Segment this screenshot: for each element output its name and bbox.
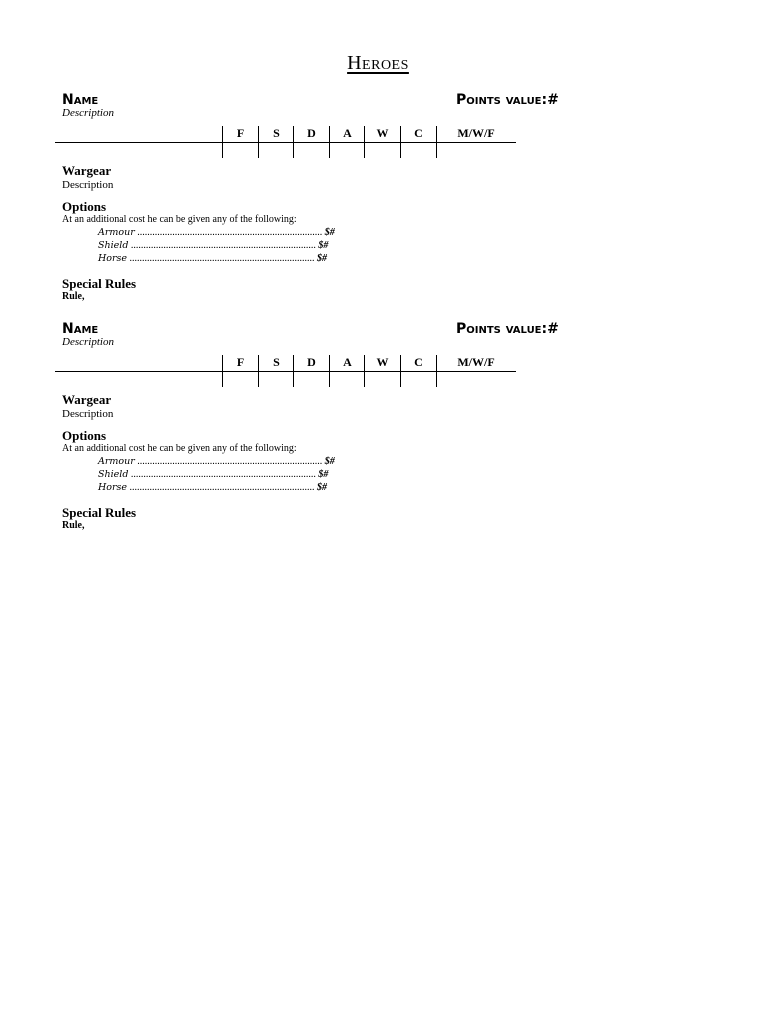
option-leader-dots: ..........................................................................	[137, 456, 323, 467]
hero-name: Name	[62, 321, 99, 337]
option-name: Armour	[98, 456, 135, 467]
option-cost: $#	[324, 456, 335, 467]
option-row	[98, 469, 328, 480]
option-name: Shield	[98, 240, 129, 251]
rule-text: Rule,	[62, 520, 85, 531]
stat-cell	[222, 126, 258, 158]
stat-cell	[400, 355, 437, 387]
option-leader-dots: ..........................................................................	[137, 227, 323, 238]
wargear-heading: Wargear	[62, 163, 112, 178]
stat-label: W	[376, 355, 389, 369]
wargear-description: Description	[62, 179, 114, 191]
option-row	[98, 227, 335, 238]
special-rules-heading: Special Rules	[62, 505, 137, 520]
option-cost: $#	[318, 240, 329, 251]
options-heading: Options	[62, 428, 107, 443]
stat-label: F	[236, 355, 245, 369]
rule-text: Rule,	[62, 291, 85, 302]
option-row	[98, 482, 327, 493]
stat-cell	[258, 355, 294, 387]
option-leader-dots: ..........................................................................	[129, 482, 315, 493]
stat-label: W	[376, 126, 389, 140]
stat-cell	[329, 355, 365, 387]
special-rules-heading: Special Rules	[62, 276, 137, 291]
mwf-label: M/W/F	[457, 126, 495, 140]
option-cost: $#	[317, 253, 328, 264]
option-leader-dots: ..........................................................................	[130, 240, 316, 251]
stat-label: C	[414, 126, 423, 140]
stat-label: C	[414, 355, 423, 369]
options-intro: At an additional cost he can be given any of the following:	[62, 214, 297, 225]
stat-cell	[329, 126, 365, 158]
stat-cell	[364, 126, 400, 158]
option-name: Shield	[98, 469, 129, 480]
hero-description: Description	[62, 336, 114, 348]
option-leader-dots: ..........................................................................	[129, 253, 315, 264]
option-row	[98, 456, 335, 467]
stat-cell	[293, 126, 329, 158]
points-value: Points value:#	[456, 321, 559, 337]
option-row	[98, 253, 327, 264]
stat-cell	[400, 126, 437, 158]
stat-label: A	[343, 355, 352, 369]
stat-cell	[293, 355, 329, 387]
option-name: Armour	[98, 227, 135, 238]
option-leader-dots: ..........................................................................	[130, 469, 316, 480]
option-name: Horse	[98, 482, 128, 493]
options-heading: Options	[62, 199, 107, 214]
option-cost: $#	[317, 482, 328, 493]
stat-label: F	[236, 126, 245, 140]
stat-label: D	[307, 355, 316, 369]
hero-description: Description	[62, 107, 114, 119]
stat-cell	[258, 126, 294, 158]
stat-label: A	[343, 126, 352, 140]
wargear-description: Description	[62, 408, 114, 420]
hero-profile	[0, 92, 768, 322]
hero-name: Name	[62, 92, 99, 108]
wargear-heading: Wargear	[62, 392, 112, 407]
option-cost: $#	[318, 469, 329, 480]
stat-label: S	[273, 355, 280, 369]
option-name: Horse	[98, 253, 128, 264]
stat-cell	[364, 355, 400, 387]
options-intro: At an additional cost he can be given any of the following:	[62, 443, 297, 454]
hero-profile	[0, 321, 768, 551]
option-row	[98, 240, 328, 251]
option-cost: $#	[324, 227, 335, 238]
stat-label: S	[273, 126, 280, 140]
stat-cell	[222, 355, 258, 387]
mwf-label: M/W/F	[457, 355, 495, 369]
page-title: Heroes	[347, 52, 409, 74]
stat-label: D	[307, 126, 316, 140]
points-value: Points value:#	[456, 92, 559, 108]
